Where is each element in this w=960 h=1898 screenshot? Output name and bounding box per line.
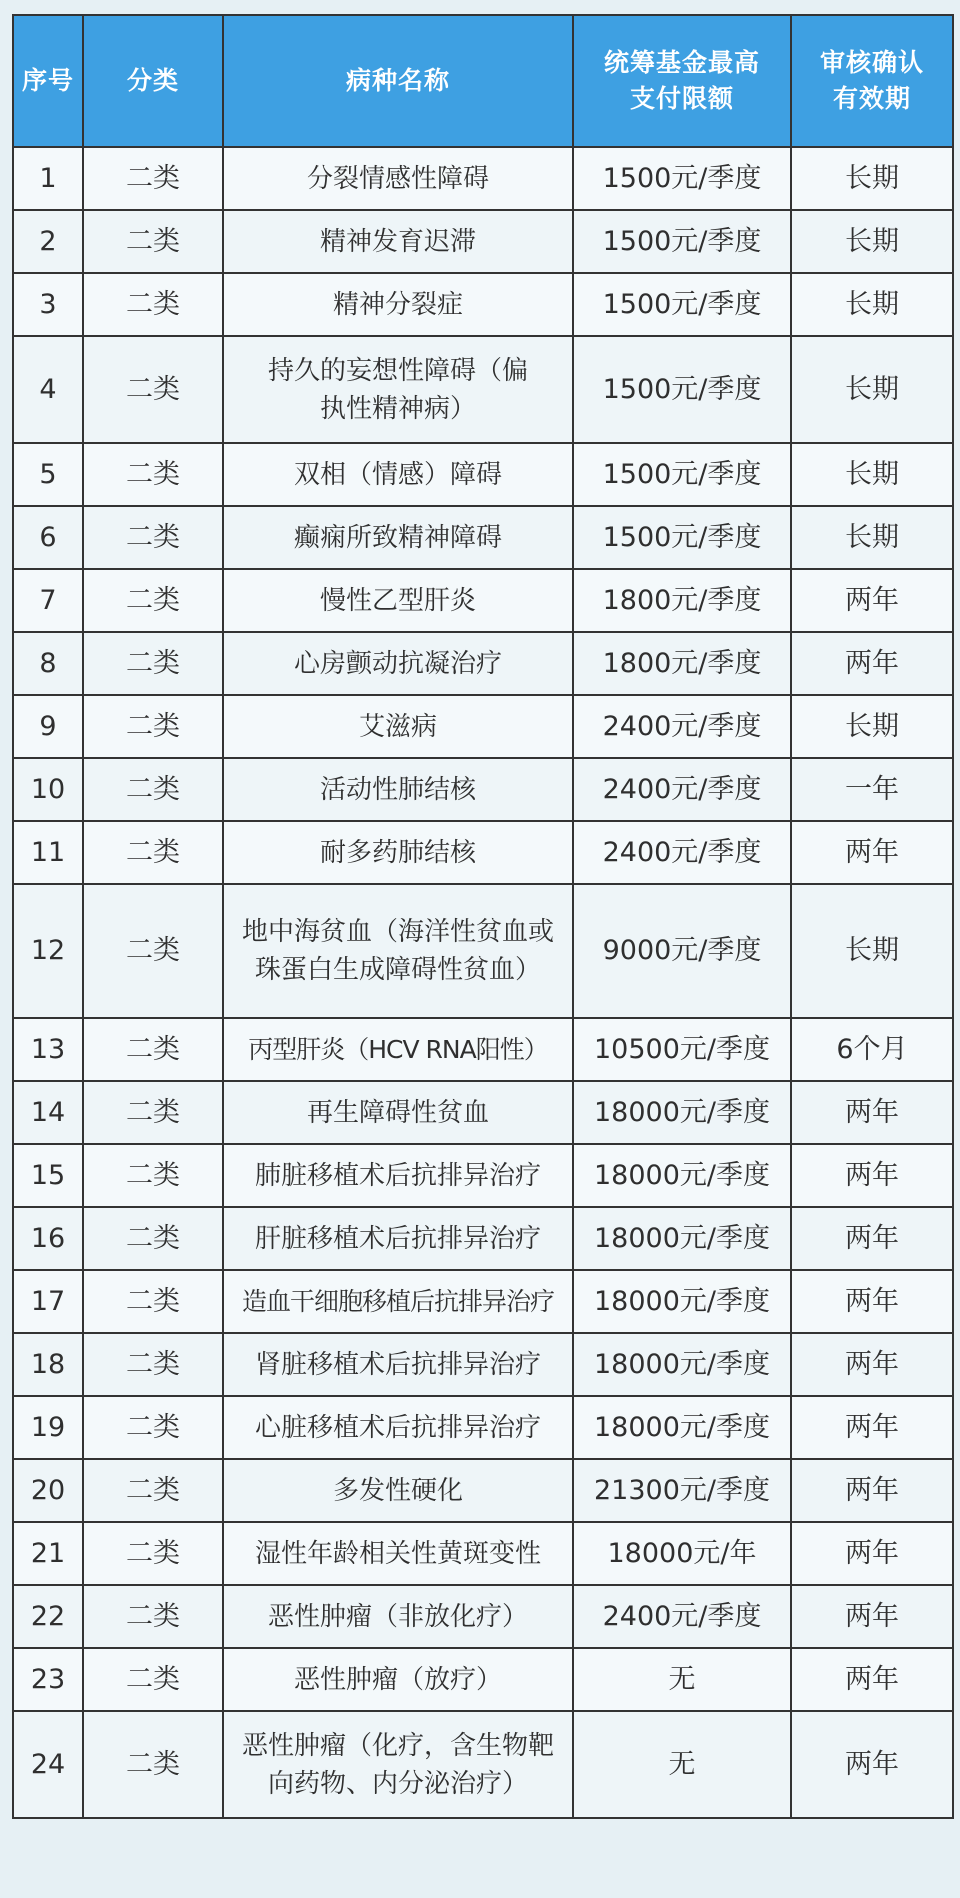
- cell-validity: 两年: [791, 1585, 953, 1648]
- cell-validity: 两年: [791, 821, 953, 884]
- cell-category: 二类: [83, 1081, 223, 1144]
- cell-disease-name: 地中海贫血（海洋性贫血或珠蛋白生成障碍性贫血）: [223, 884, 573, 1018]
- cell-validity: 两年: [791, 1522, 953, 1585]
- cell-category: 二类: [83, 695, 223, 758]
- cell-no: 5: [13, 443, 83, 506]
- cell-disease-name: 分裂情感性障碍: [223, 147, 573, 210]
- cell-category: 二类: [83, 443, 223, 506]
- cell-no: 3: [13, 273, 83, 336]
- cell-max-payment: 1800元/季度: [573, 569, 791, 632]
- table-container: [12, 14, 952, 1819]
- cell-category: 二类: [83, 336, 223, 443]
- cell-validity: 两年: [791, 1207, 953, 1270]
- cell-category: 二类: [83, 1207, 223, 1270]
- cell-category: 二类: [83, 1522, 223, 1585]
- cell-category: 二类: [83, 210, 223, 273]
- disease-payment-table: [12, 14, 954, 1819]
- cell-no: 2: [13, 210, 83, 273]
- header-disease-name: 病种名称: [223, 15, 573, 147]
- cell-max-payment: 2400元/季度: [573, 821, 791, 884]
- cell-max-payment: 18000元/季度: [573, 1081, 791, 1144]
- cell-validity: 两年: [791, 632, 953, 695]
- header-max-payment: 统筹基金最高支付限额: [573, 15, 791, 147]
- cell-validity: 长期: [791, 147, 953, 210]
- cell-disease-name: 肺脏移植术后抗排异治疗: [223, 1144, 573, 1207]
- cell-max-payment: 1500元/季度: [573, 210, 791, 273]
- cell-validity: 长期: [791, 273, 953, 336]
- cell-validity: 两年: [791, 1081, 953, 1144]
- cell-max-payment: 2400元/季度: [573, 695, 791, 758]
- header-no: 序号: [13, 15, 83, 147]
- table-row: [13, 1648, 953, 1711]
- cell-category: 二类: [83, 758, 223, 821]
- cell-no: 12: [13, 884, 83, 1018]
- cell-max-payment: 1500元/季度: [573, 506, 791, 569]
- cell-max-payment: 10500元/季度: [573, 1018, 791, 1081]
- cell-validity: 一年: [791, 758, 953, 821]
- cell-max-payment: 18000元/季度: [573, 1144, 791, 1207]
- table-row: [13, 1144, 953, 1207]
- cell-disease-name: 恶性肿瘤（非放化疗）: [223, 1585, 573, 1648]
- cell-validity: 两年: [791, 1711, 953, 1818]
- cell-validity: 两年: [791, 1144, 953, 1207]
- cell-validity: 两年: [791, 1270, 953, 1333]
- cell-category: 二类: [83, 632, 223, 695]
- table-row: [13, 758, 953, 821]
- cell-no: 18: [13, 1333, 83, 1396]
- cell-max-payment: 2400元/季度: [573, 1585, 791, 1648]
- cell-no: 15: [13, 1144, 83, 1207]
- cell-category: 二类: [83, 147, 223, 210]
- cell-category: 二类: [83, 569, 223, 632]
- cell-no: 8: [13, 632, 83, 695]
- cell-disease-name: 癫痫所致精神障碍: [223, 506, 573, 569]
- table-row: [13, 1018, 953, 1081]
- cell-max-payment: 1500元/季度: [573, 273, 791, 336]
- cell-category: 二类: [83, 1459, 223, 1522]
- table-row: [13, 506, 953, 569]
- cell-disease-name: 活动性肺结核: [223, 758, 573, 821]
- cell-max-payment: 1500元/季度: [573, 336, 791, 443]
- cell-no: 4: [13, 336, 83, 443]
- cell-validity: 两年: [791, 1333, 953, 1396]
- cell-disease-name: 精神分裂症: [223, 273, 573, 336]
- table-row: [13, 1333, 953, 1396]
- cell-max-payment: 18000元/季度: [573, 1270, 791, 1333]
- table-row: [13, 695, 953, 758]
- table-row: [13, 1081, 953, 1144]
- cell-validity: 长期: [791, 443, 953, 506]
- cell-no: 24: [13, 1711, 83, 1818]
- table-row: [13, 632, 953, 695]
- cell-disease-name: 肾脏移植术后抗排异治疗: [223, 1333, 573, 1396]
- cell-category: 二类: [83, 1270, 223, 1333]
- cell-validity: 长期: [791, 884, 953, 1018]
- cell-disease-name: 精神发育迟滞: [223, 210, 573, 273]
- cell-category: 二类: [83, 1018, 223, 1081]
- table-row: [13, 1459, 953, 1522]
- cell-max-payment: 1500元/季度: [573, 147, 791, 210]
- cell-category: 二类: [83, 1585, 223, 1648]
- header-validity: 审核确认有效期: [791, 15, 953, 147]
- table-row: [13, 884, 953, 1018]
- cell-category: 二类: [83, 1333, 223, 1396]
- cell-max-payment: 18000元/季度: [573, 1396, 791, 1459]
- cell-no: 22: [13, 1585, 83, 1648]
- cell-no: 16: [13, 1207, 83, 1270]
- cell-no: 1: [13, 147, 83, 210]
- cell-max-payment: 18000元/季度: [573, 1207, 791, 1270]
- cell-max-payment: 9000元/季度: [573, 884, 791, 1018]
- cell-disease-name: 艾滋病: [223, 695, 573, 758]
- cell-no: 13: [13, 1018, 83, 1081]
- cell-max-payment: 无: [573, 1648, 791, 1711]
- cell-validity: 长期: [791, 210, 953, 273]
- header-category: 分类: [83, 15, 223, 147]
- cell-category: 二类: [83, 1711, 223, 1818]
- table-row: [13, 147, 953, 210]
- table-row: [13, 210, 953, 273]
- cell-disease-name: 湿性年龄相关性黄斑变性: [223, 1522, 573, 1585]
- cell-no: 11: [13, 821, 83, 884]
- cell-no: 14: [13, 1081, 83, 1144]
- cell-validity: 长期: [791, 506, 953, 569]
- cell-no: 6: [13, 506, 83, 569]
- header-row: [13, 15, 953, 147]
- table-row: [13, 1207, 953, 1270]
- cell-validity: 长期: [791, 695, 953, 758]
- cell-disease-name: 恶性肿瘤（化疗，含生物靶向药物、内分泌治疗）: [223, 1711, 573, 1818]
- cell-disease-name: 心脏移植术后抗排异治疗: [223, 1396, 573, 1459]
- cell-no: 17: [13, 1270, 83, 1333]
- cell-category: 二类: [83, 821, 223, 884]
- table-row: [13, 1270, 953, 1333]
- cell-disease-name: 心房颤动抗凝治疗: [223, 632, 573, 695]
- table-row: [13, 821, 953, 884]
- cell-disease-name: 持久的妄想性障碍（偏执性精神病）: [223, 336, 573, 443]
- cell-disease-name: 丙型肝炎（HCV RNA阳性）: [223, 1018, 573, 1081]
- cell-disease-name: 双相（情感）障碍: [223, 443, 573, 506]
- table-row: [13, 569, 953, 632]
- cell-no: 7: [13, 569, 83, 632]
- table-row: [13, 1396, 953, 1459]
- cell-disease-name: 慢性乙型肝炎: [223, 569, 573, 632]
- cell-category: 二类: [83, 273, 223, 336]
- cell-disease-name: 造血干细胞移植后抗排异治疗: [223, 1270, 573, 1333]
- cell-validity: 两年: [791, 569, 953, 632]
- cell-disease-name: 耐多药肺结核: [223, 821, 573, 884]
- cell-max-payment: 18000元/年: [573, 1522, 791, 1585]
- table-row: [13, 336, 953, 443]
- cell-max-payment: 18000元/季度: [573, 1333, 791, 1396]
- cell-no: 10: [13, 758, 83, 821]
- table-row: [13, 273, 953, 336]
- cell-validity: 6个月: [791, 1018, 953, 1081]
- cell-category: 二类: [83, 1144, 223, 1207]
- cell-category: 二类: [83, 1648, 223, 1711]
- cell-max-payment: 2400元/季度: [573, 758, 791, 821]
- cell-no: 21: [13, 1522, 83, 1585]
- cell-no: 20: [13, 1459, 83, 1522]
- cell-validity: 两年: [791, 1648, 953, 1711]
- cell-category: 二类: [83, 884, 223, 1018]
- cell-validity: 两年: [791, 1459, 953, 1522]
- cell-disease-name: 肝脏移植术后抗排异治疗: [223, 1207, 573, 1270]
- cell-max-payment: 21300元/季度: [573, 1459, 791, 1522]
- table-row: [13, 1711, 953, 1818]
- cell-max-payment: 1800元/季度: [573, 632, 791, 695]
- table-row: [13, 1585, 953, 1648]
- cell-no: 9: [13, 695, 83, 758]
- cell-category: 二类: [83, 1396, 223, 1459]
- cell-category: 二类: [83, 506, 223, 569]
- table-row: [13, 1522, 953, 1585]
- cell-no: 23: [13, 1648, 83, 1711]
- cell-validity: 两年: [791, 1396, 953, 1459]
- cell-max-payment: 无: [573, 1711, 791, 1818]
- cell-disease-name: 再生障碍性贫血: [223, 1081, 573, 1144]
- cell-disease-name: 多发性硬化: [223, 1459, 573, 1522]
- table-row: [13, 443, 953, 506]
- cell-disease-name: 恶性肿瘤（放疗）: [223, 1648, 573, 1711]
- cell-max-payment: 1500元/季度: [573, 443, 791, 506]
- cell-validity: 长期: [791, 336, 953, 443]
- cell-no: 19: [13, 1396, 83, 1459]
